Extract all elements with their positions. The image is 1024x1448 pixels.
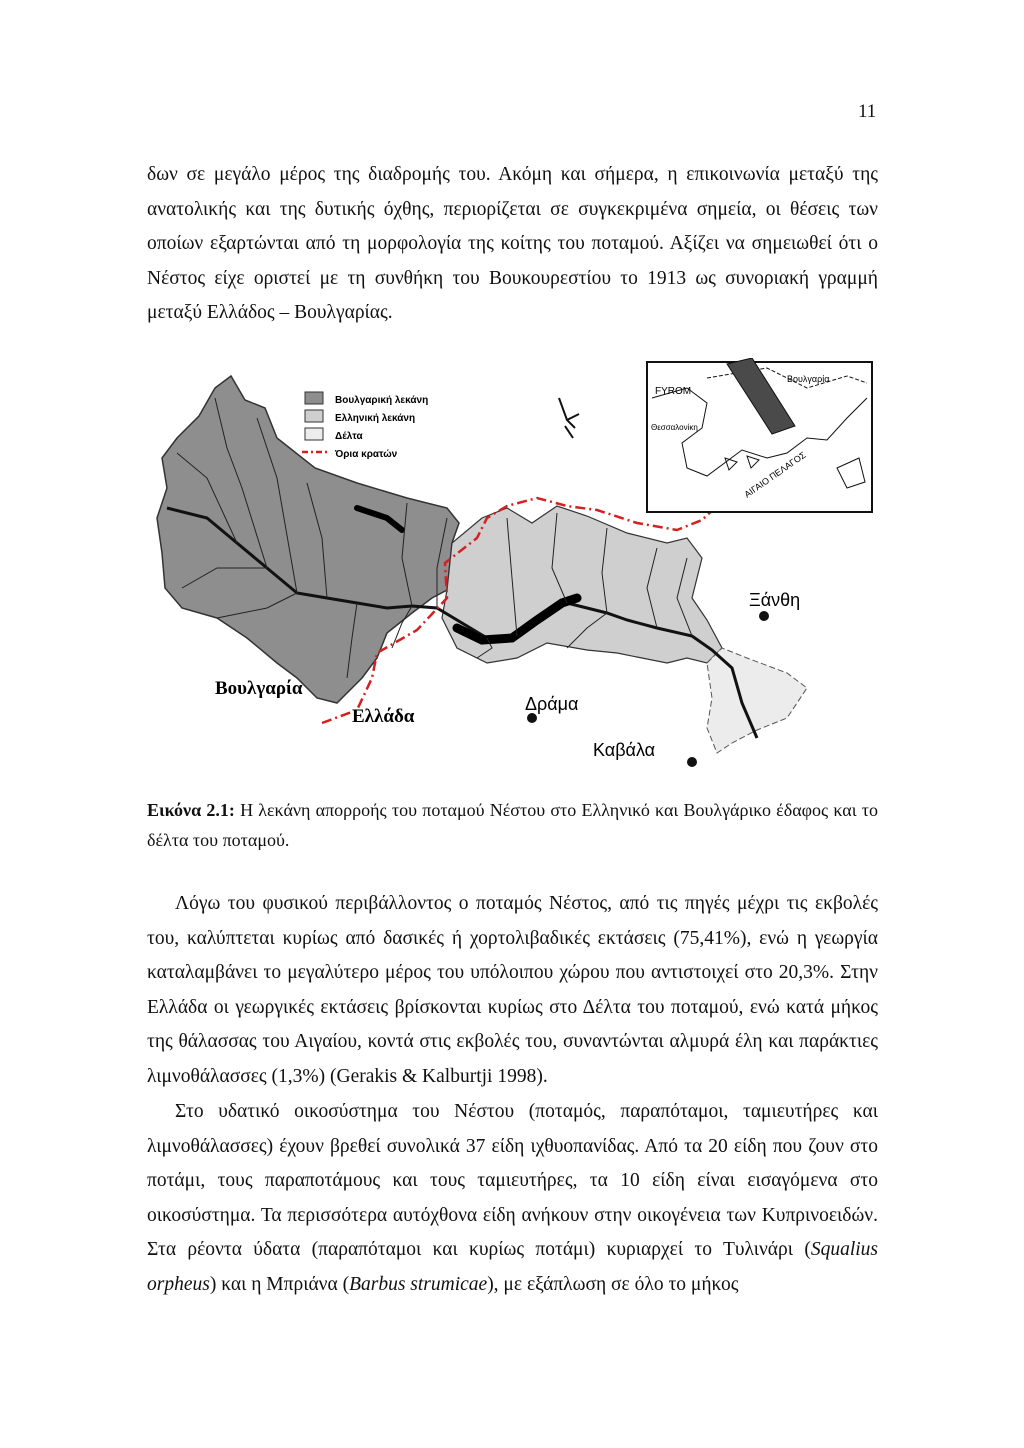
paragraph-1: δων σε μεγάλο μέρος της διαδρομής του. Ακόμη και σήμερα, η επικοινωνία μεταξύ της ανατολικής και της δυτικής όχθης, περιορίζεται σε συγκεκριμένα σημεία, οι θέσεις των οποίων εξαρτώνται από τη μορφολογία της κοίτης του ποταμού. Αξίζει να σημειωθεί ότι ο Νέστος είχε οριστεί με τη συνθήκη του Βουκουρεστίου το 1913 ως συνοριακή γραμμή μεταξύ Ελλάδος – Βουλγαρίας. <box>147 164 878 323</box>
label-bulgaria: Βουλγαρία <box>215 678 303 699</box>
species-barbus: Barbus strumicae <box>349 1273 488 1295</box>
figure-caption <box>147 795 878 855</box>
paragraph-2: Λόγω του φυσικού περιβάλλοντος ο ποταμός Νέστος, από τις πηγές μέχρι τις εκβολές του, καλύπτεται κυρίως από δασικές ή χορτολιβαδικές εκτάσεις (75,41%), ενώ η γεωργία καταλαμβάνει το μεγαλύτερο μέρος του υπόλοιπου χώρου που αντιστοιχεί στο 20,3%. Στην Ελλάδα οι γεωργικές εκτάσεις βρίσκονται κυρίως στο Δέλτα του ποταμού, ενώ κατά μήκος της θάλασσας του Αιγαίου, κοντά στις εκβολές του, συναντώνται αλμυρά έλη και παράκτιες λιμνοθάλασσες (1,3%) (Gerakis & Kalburtji 1998). <box>147 893 878 1087</box>
paragraph-3-part3: ), με εξάπλωση σε όλο το μήκος <box>487 1273 739 1295</box>
nestos-basin-map <box>147 358 877 773</box>
bulgarian-basin-area <box>157 376 459 703</box>
paragraph-3-part2: ) και η Μπριάνα ( <box>209 1273 350 1295</box>
north-arrow-icon <box>559 398 579 438</box>
map-svg <box>147 358 877 773</box>
legend-bulgarian-basin: Βουλγαρική λεκάνη <box>335 395 429 406</box>
legend-borders: Όρια κρατών <box>335 449 398 460</box>
inset-bulgaria: Βουλγαρία <box>787 374 830 384</box>
paragraph-3 <box>147 1095 878 1302</box>
page-number: 11 <box>858 101 877 122</box>
inset-map <box>647 358 872 512</box>
label-xanthi: Ξάνθη <box>749 590 801 610</box>
inset-aegean: ΑΙΓΑΙΟ ΠΕΛΑΓΟΣ <box>742 449 808 500</box>
paragraph-3-part1: Στο υδατικό οικοσύστημα του Νέστου (ποταμός, παραπόταμοι, ταμιευτήρες και λιμνοθάλασσες) έχουν βρεθεί συνολικά 37 είδη ιχθυοπανίδας. Από τα 20 είδη που ζουν στο ποτάμι, τους παραποτάμους και τους ταμιευτήρες, τα 10 είδη είναι εισαγόμενα στο οικοσύστημα. Τα περισσότερα αυτόχθονα είδη ανήκουν στην οικογένεια των Κυπρινοειδών. Στα ρέοντα ύδατα (παραπόταμοι και κυρίως ποτάμι) κυριαρχεί το Τυλινάρι ( <box>147 1101 878 1260</box>
caption-text: Η λεκάνη απορροής του ποταμού Νέστου στο Ελληνικό και Βουλγάρικο έδαφος και το δέλτα του ποταμού. <box>147 800 878 850</box>
inset-fyrom: FYROM <box>655 386 692 397</box>
legend <box>302 392 428 460</box>
label-drama: Δράμα <box>525 694 579 714</box>
label-kavala: Καβάλα <box>593 740 656 760</box>
caption-label: Εικόνα 2.1: <box>147 800 235 820</box>
species-squalius: Squalius orpheus <box>147 1239 878 1295</box>
inset-thessaloniki: Θεσσαλονίκη <box>651 423 698 432</box>
label-greece: Ελλάδα <box>352 706 415 727</box>
legend-greek-basin: Ελληνική λεκάνη <box>335 413 416 424</box>
legend-delta: Δέλτα <box>335 431 363 442</box>
